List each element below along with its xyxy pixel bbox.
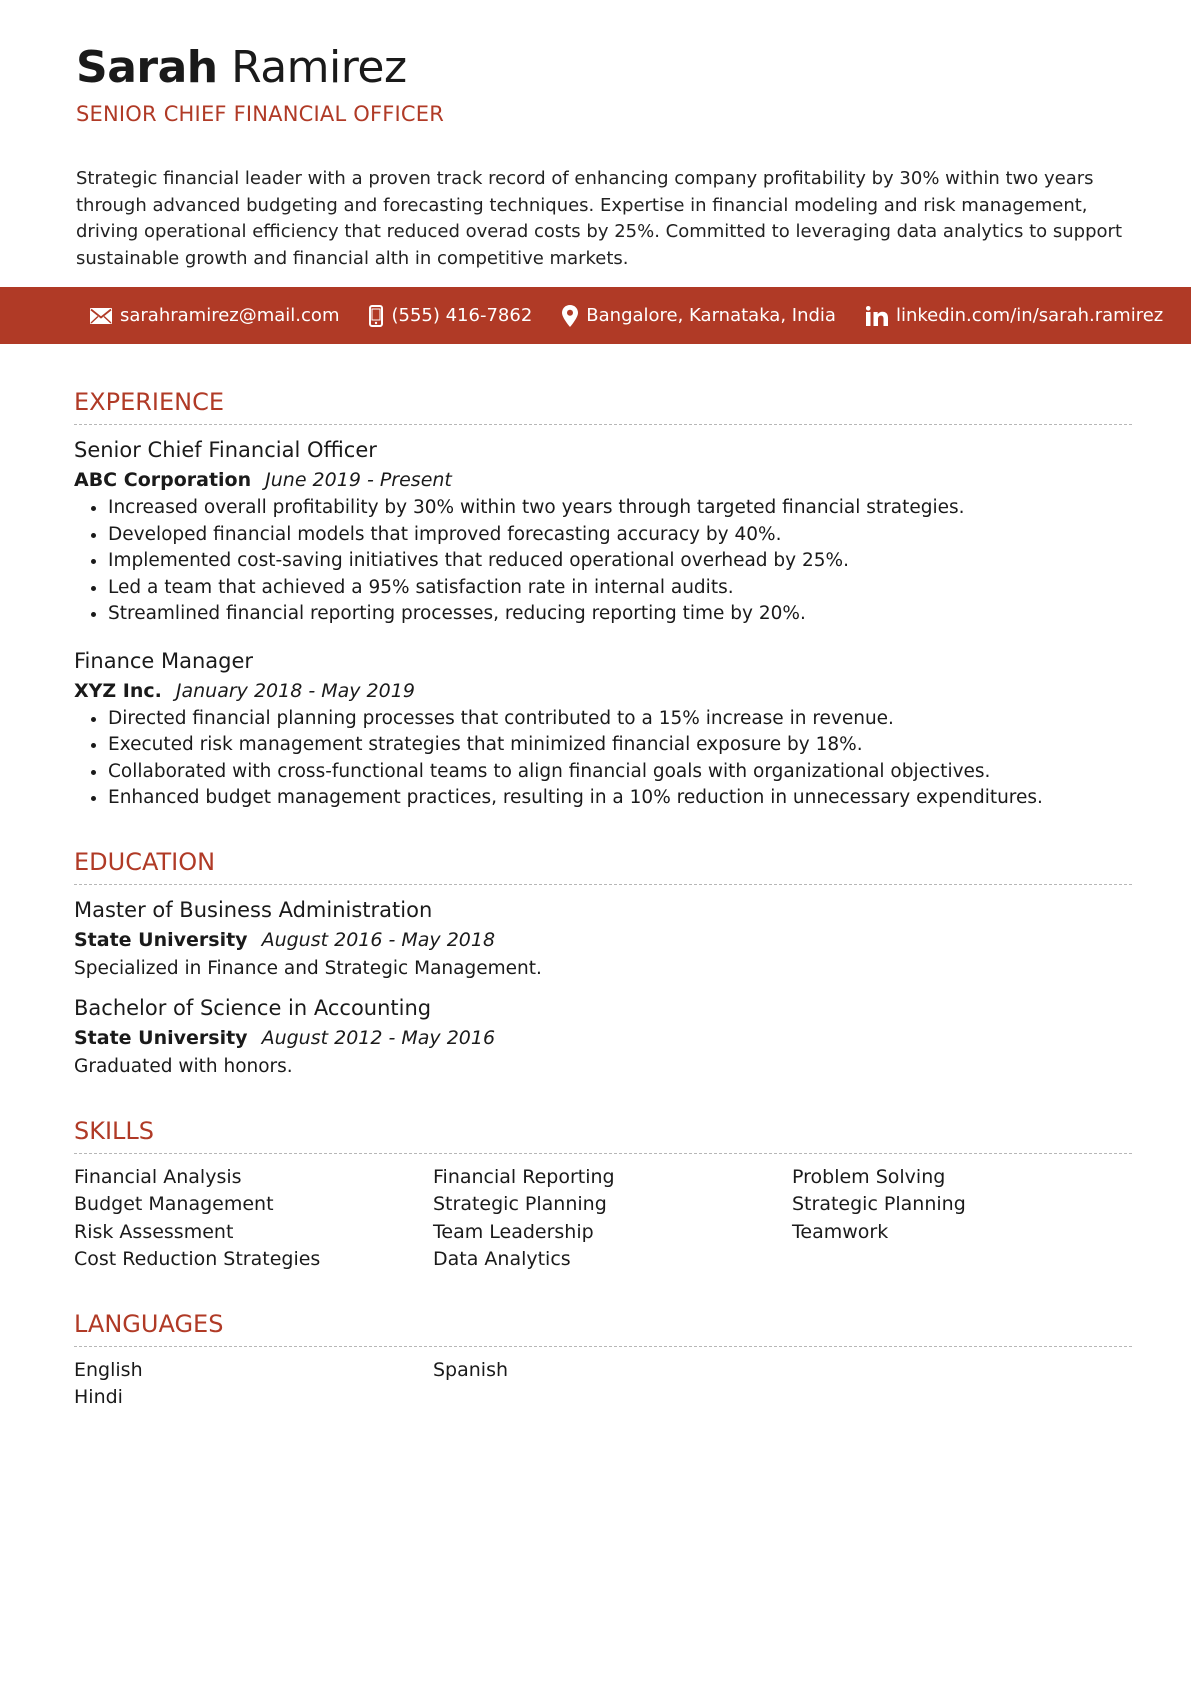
degree-title: Master of Business Administration (74, 897, 433, 922)
resume-body (74, 386, 1132, 1446)
job-dates: June 2019 - Present (265, 469, 452, 491)
company-name: XYZ Inc. (74, 679, 162, 702)
experience-entry (74, 646, 1132, 812)
skill-item: Financial Analysis (74, 1165, 242, 1188)
school-name: State University (74, 1026, 248, 1049)
employer-line (74, 676, 1132, 706)
school-line (74, 1023, 1132, 1053)
achievement-item: • Executed risk management strategies that minimized financial exposure by 18%. (108, 732, 1132, 759)
contact-phone[interactable] (369, 305, 532, 327)
education-description: Specialized in Finance and Strategic Management. (74, 957, 542, 979)
experience-section (74, 386, 1132, 812)
achievement-item: • Developed financial models that improved forecasting accuracy by 40%. (108, 522, 1132, 549)
experience-heading: EXPERIENCE (74, 386, 1132, 425)
contact-location (562, 305, 836, 327)
location-text: Bangalore, Karnataka, India (586, 305, 836, 326)
language-grid-spacer (792, 1357, 1132, 1385)
achievement-item: • Implemented cost-saving initiatives that reduced operational overhead by 25%. (108, 548, 1132, 575)
contact-linkedin[interactable] (866, 305, 1163, 326)
achievement-item: • Directed financial planning processes that contributed to a 15% increase in revenue. (108, 706, 1132, 733)
experience-entry (74, 435, 1132, 628)
skill-item: Strategic Planning (433, 1193, 607, 1215)
languages-section (74, 1308, 1132, 1412)
achievement-item: • Enhanced budget management practices, resulting in a 10% reduction in unnecessary expenditures. (108, 785, 1132, 812)
employer-line (74, 465, 1132, 495)
education-dates: August 2012 - May 2016 (261, 1026, 496, 1049)
degree-title: Bachelor of Science in Accounting (74, 995, 432, 1020)
first-name: Sarah (76, 42, 218, 93)
skill-item: Financial Reporting (433, 1165, 615, 1188)
professional-summary: Strategic financial leader with a proven track record of enhancing company profitability by 30% within two years through advanced budgeting and forecasting techniques. Expertise in financial modeling and risk management, driving operational efficiency that reduced overad costs by 25%. Committed to leveraging data analytics to support sustainable growth and financial alth in competitive markets. (76, 168, 1122, 269)
skill-item: Team Leadership (433, 1220, 594, 1243)
school-name: State University (74, 928, 248, 951)
last-name: Ramirez (231, 42, 407, 93)
phone-text: (555) 416-7862 (391, 305, 533, 326)
achievement-item: • Led a team that achieved a 95% satisfaction rate in internal audits. (108, 575, 1132, 602)
language-item: Spanish (433, 1358, 509, 1381)
education-dates: August 2016 - May 2018 (261, 928, 496, 951)
skill-item: Risk Assessment (74, 1220, 234, 1243)
skills-heading: SKILLS (74, 1115, 1132, 1154)
linkedin-icon (866, 306, 888, 326)
resume-header (76, 38, 1136, 126)
achievement-list (74, 495, 1132, 628)
skills-section (74, 1115, 1132, 1274)
achievement-item: • Increased overall profitability by 30% within two years through targeted financial strategies. (108, 495, 1132, 522)
achievement-item: • Streamlined financial reporting processes, reducing reporting time by 20%. (108, 601, 1132, 628)
languages-heading: LANGUAGES (74, 1308, 1132, 1347)
contact-bar (0, 287, 1191, 344)
language-item: English (74, 1358, 143, 1381)
skill-item: Teamwork (792, 1220, 889, 1243)
map-pin-icon (562, 305, 578, 327)
full-name (76, 38, 1136, 98)
phone-icon (369, 305, 383, 327)
skills-grid (74, 1164, 1132, 1274)
skill-item: Strategic Planning (792, 1193, 966, 1215)
achievement-list (74, 706, 1132, 812)
school-line (74, 925, 1132, 955)
achievement-item: • Collaborated with cross-functional teams to align financial goals with organizational objectives. (108, 759, 1132, 786)
skill-item: Problem Solving (792, 1165, 946, 1188)
education-entry (74, 895, 1132, 983)
company-name: ABC Corporation (74, 469, 252, 491)
language-item: Hindi (74, 1386, 123, 1408)
email-text: sarahramirez@mail.com (120, 305, 340, 326)
education-section (74, 846, 1132, 1081)
skill-item: Budget Management (74, 1193, 274, 1215)
education-entry (74, 993, 1132, 1081)
job-headline: SENIOR CHIEF FINANCIAL OFFICER (76, 102, 445, 126)
skill-item: Cost Reduction Strategies (74, 1248, 321, 1270)
contact-email[interactable] (90, 305, 339, 326)
job-title: Finance Manager (74, 648, 254, 673)
envelope-icon (90, 308, 112, 324)
education-description: Graduated with honors. (74, 1055, 293, 1077)
job-dates: January 2018 - May 2019 (175, 679, 415, 702)
languages-grid (74, 1357, 1132, 1412)
skill-item: Data Analytics (433, 1248, 571, 1270)
linkedin-text: linkedin.com/in/sarah.ramirez (895, 305, 1164, 326)
education-heading: EDUCATION (74, 846, 1132, 885)
job-title: Senior Chief Financial Officer (74, 438, 377, 462)
